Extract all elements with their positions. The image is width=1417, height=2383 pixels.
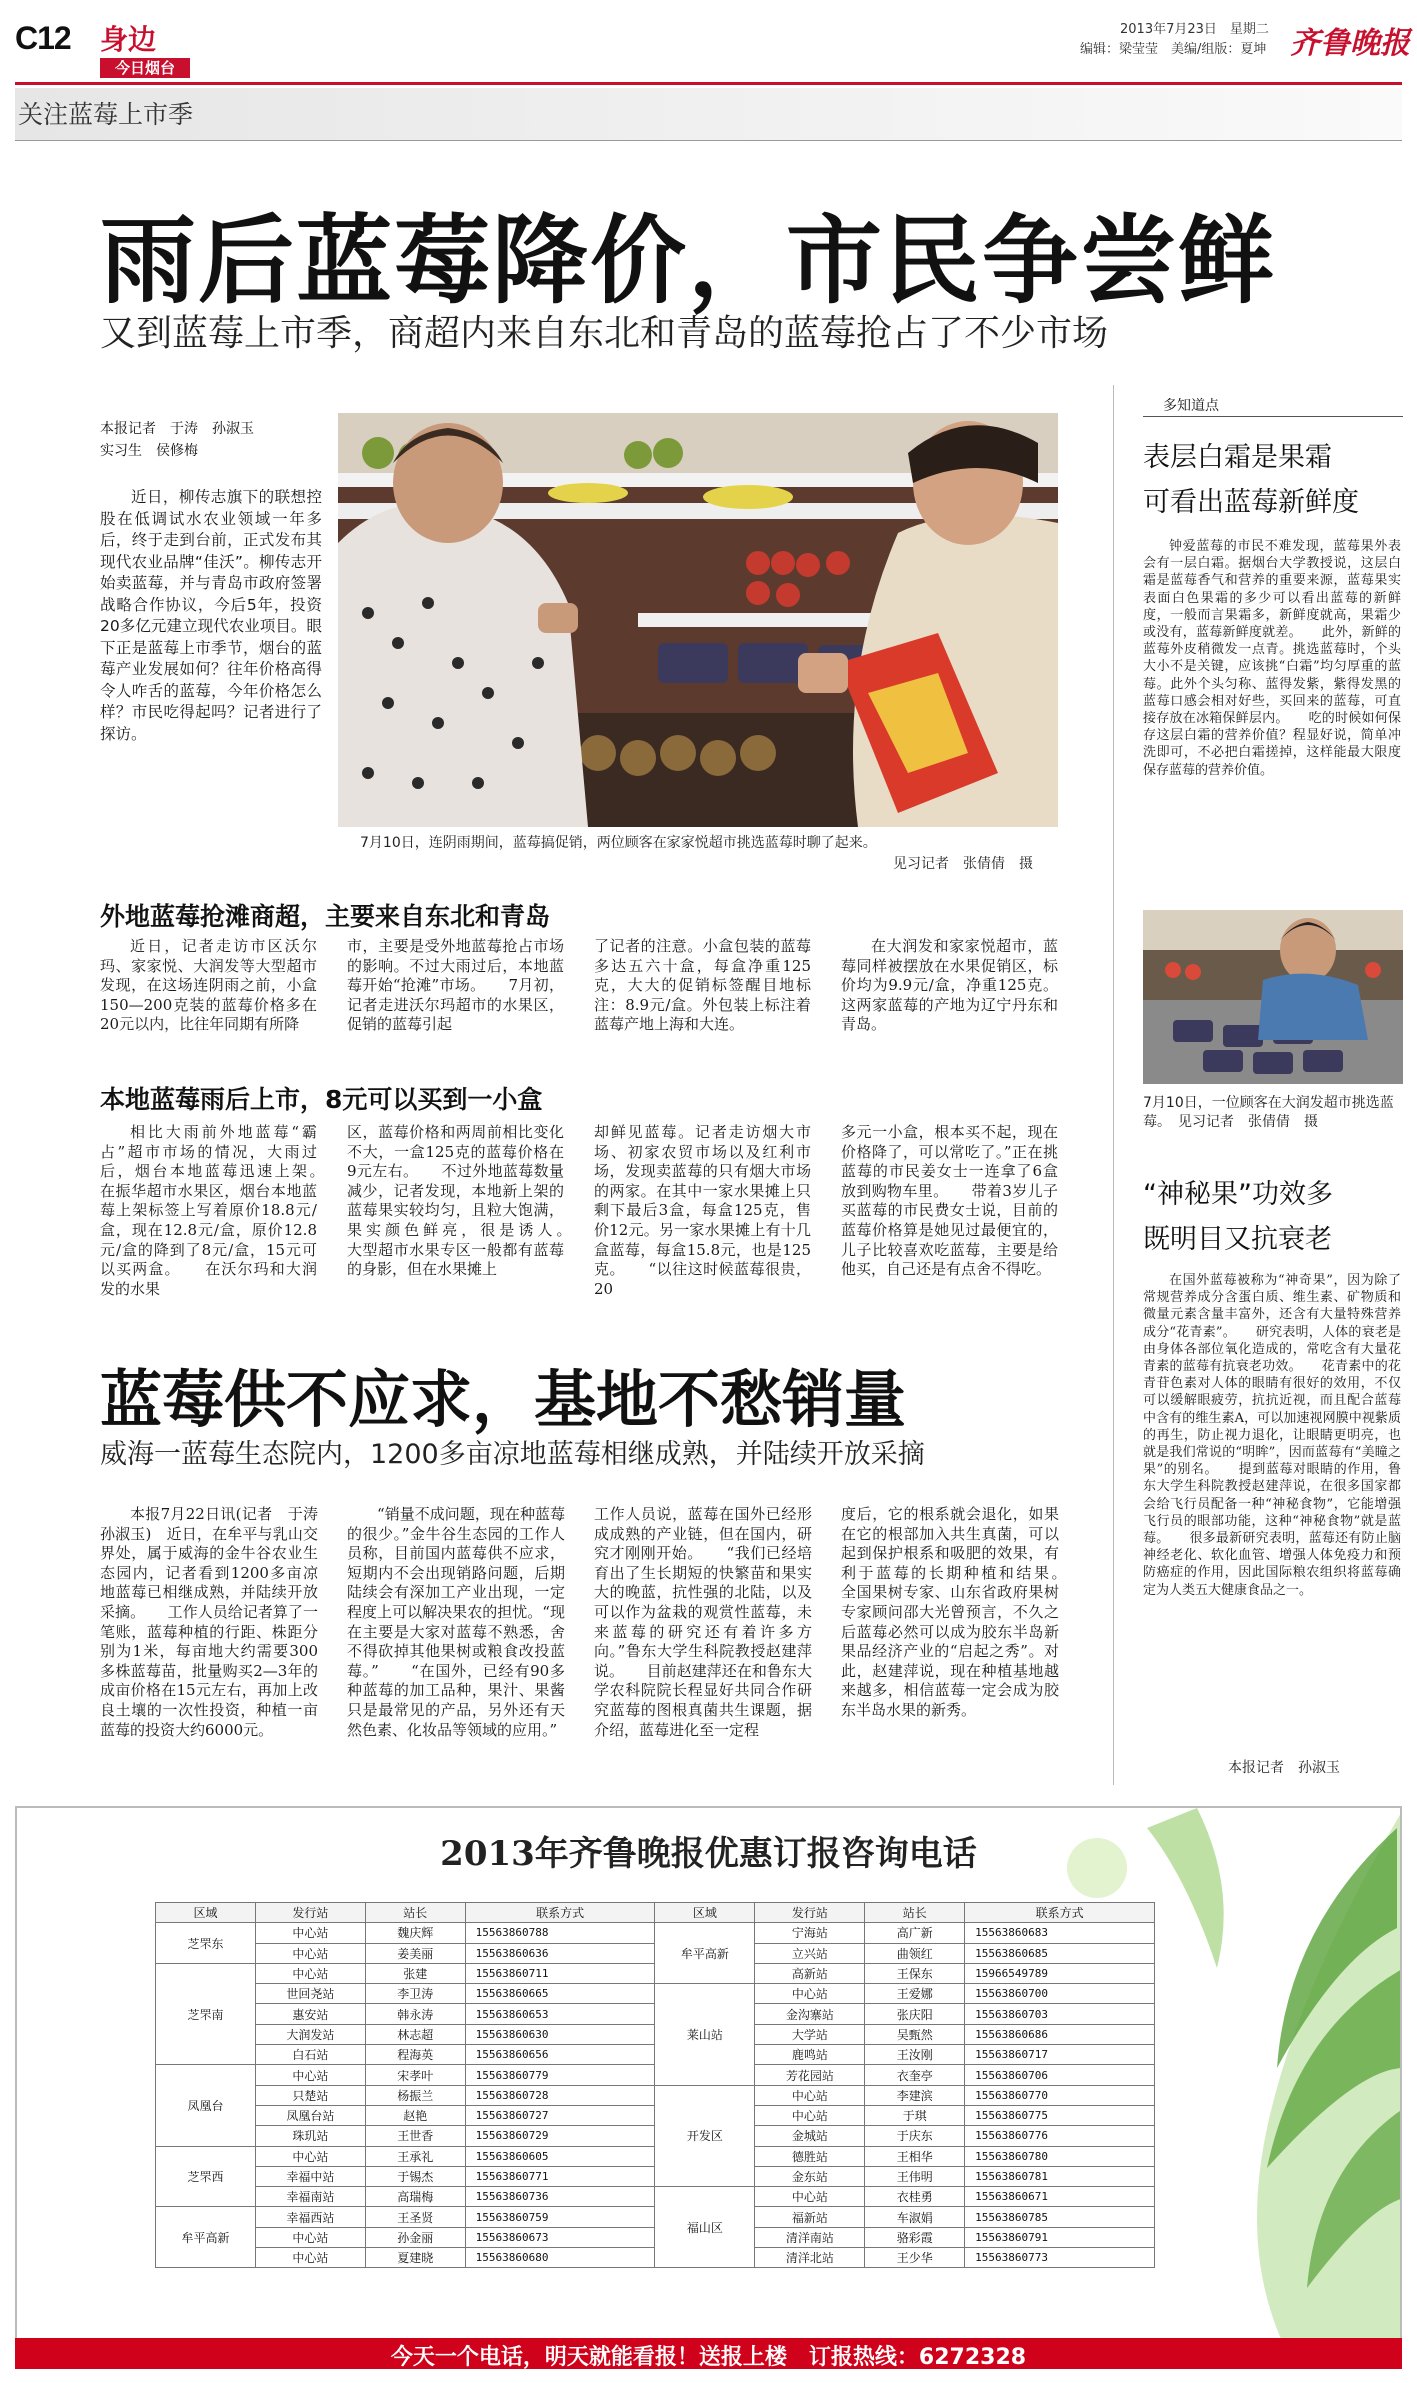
topic-label: 关注蓝莓上市季 xyxy=(18,100,194,129)
station-cell: 幸福南站 xyxy=(255,2187,365,2207)
editors-line: 编辑：梁莹莹 美编/组版：夏坤 xyxy=(1080,42,1267,57)
sec1-col-2: 市，主要是受外地蓝莓抢占市场的影响。不过大雨过后，本地蓝莓开始“抢滩”市场。 7月初，记者走进沃尔玛超市的水果区，促销的蓝莓引起 xyxy=(347,937,564,1034)
sidebar2-byline: 本报记者 孙淑玉 xyxy=(1228,1760,1340,1776)
phone-cell: 15563860770 xyxy=(965,2085,1155,2105)
sidebar2-title-1: “神秘果”功效多 xyxy=(1143,1179,1333,1210)
station-cell: 立兴站 xyxy=(755,1943,865,1963)
topic-banner xyxy=(15,88,1402,140)
manager-cell: 姜美丽 xyxy=(365,1943,465,1963)
sidebar-divider xyxy=(1113,385,1114,1785)
station-cell: 大润发站 xyxy=(255,2024,365,2044)
manager-cell: 赵艳 xyxy=(365,2105,465,2125)
district-cell: 芝罘东 xyxy=(156,1923,256,1964)
phone-cell: 15966549789 xyxy=(965,1963,1155,1983)
table-row xyxy=(156,2085,1155,2105)
sidebar-photo-caption: 7月10日，一位顾客在大润发超市挑选蓝莓。 见习记者 张倩倩 摄 xyxy=(1143,1095,1394,1130)
col-header: 站长 xyxy=(365,1903,465,1923)
manager-cell: 孙金丽 xyxy=(365,2227,465,2247)
manager-cell: 高广新 xyxy=(865,1923,965,1943)
sidebar-tag-text: 多知道点 xyxy=(1163,398,1219,414)
manager-cell: 曲领红 xyxy=(865,1943,965,1963)
story2-col-4: 度后，它的根系就会退化，如果在它的根部加入共生真菌，可以起到保护根系和吸肥的效果，有利于蓝莓的长期种植和结果。 全国果树专家、山东省政府果树专家顾问邵大光曾预言，不久之后蓝莓必然可以成为胶东半岛新果品经济产业的“启起之秀”。对此，赵建萍说，现在种植基地越来越多，相信蓝莓一定会成为胶东半岛水果的新秀。 xyxy=(841,1505,1090,1719)
district-cell: 凤凰台 xyxy=(156,2065,256,2146)
station-cell: 清洋南站 xyxy=(755,2227,865,2247)
date-text: 2013年7月23日 xyxy=(1120,22,1217,37)
sidebar2-body: 在国外蓝莓被称为“神奇果”，因为除了常规营养成分含蛋白质、维生素、矿物质和微量元素含量丰富外，还含有大量特殊营养成分“花青素”。 研究表明，人体的衰老是由身体各部位氧化造成的，常吃含有大量花青素的蓝莓有抗衰老功效。 花青素中的花青苷色素对人体的眼睛有很好的效用，不仅可以缓解眼疲劳，抗抗近视，而且配合蓝莓中含有的维生素A，可以加速视网膜中视紫质的再生，防止视力退化，让眼睛更明亮，也就是我们常说的“明眸”，因而蓝莓有“美瞳之果”的别名。 提到蓝莓对眼睛的作用，鲁东大学生科院教授赵建萍说，在很多国家都会给飞行员配备一种“神秘食物”，它能增强飞行员的眼部功能，这种“神秘食物”就是蓝莓。 很多最新研究表明，蓝莓还有防止脑神经老化、软化血管、增强人体免疫力和预防癌症的作用，因此国际粮农组织将蓝莓确定为人类五大健康食品之一。 xyxy=(1143,1273,1401,1598)
manager-cell: 韩永涛 xyxy=(365,2004,465,2024)
manager-cell: 王世香 xyxy=(365,2126,465,2146)
phone-cell: 15563860791 xyxy=(965,2227,1155,2247)
phone-cell: 15563860685 xyxy=(965,1943,1155,1963)
station-cell: 中心站 xyxy=(255,1963,365,1983)
station-cell: 中心站 xyxy=(255,1943,365,1963)
manager-cell: 魏庆辉 xyxy=(365,1923,465,1943)
section-name: 身边 xyxy=(100,23,157,56)
phone-cell: 15563860771 xyxy=(465,2166,655,2186)
station-cell: 清洋北站 xyxy=(755,2248,865,2268)
sec1-col-3: 了记者的注意。小盒包装的蓝莓多达五六十盒，每盒净重125克，大大的促销标签醒目地标注：8.9元/盒。外包装上标注着蓝莓产地上海和大连。 xyxy=(594,937,811,1034)
station-cell: 宁海站 xyxy=(755,1923,865,1943)
phone-cell: 15563860636 xyxy=(465,1943,655,1963)
station-cell: 中心站 xyxy=(255,2065,365,2085)
district-cell: 牟平高新 xyxy=(655,1923,755,1984)
section-heading-1: 外地蓝莓抢滩商超，主要来自东北和青岛 xyxy=(100,902,551,931)
station-cell: 中心站 xyxy=(255,2248,365,2268)
table-header xyxy=(156,1903,1155,1923)
subscription-table xyxy=(155,1902,1155,2268)
district-cell: 开发区 xyxy=(655,2085,755,2186)
manager-cell: 林志超 xyxy=(365,2024,465,2044)
sidebar1-title-2: 可看出蓝莓新鲜度 xyxy=(1143,487,1359,518)
station-cell: 金东站 xyxy=(755,2166,865,2186)
sidebar-tag xyxy=(1143,395,1403,417)
phone-cell: 15563860671 xyxy=(965,2187,1155,2207)
hotline-text: 今天一个电话，明天就能看报！送报上楼 订报热线：6272328 xyxy=(390,2345,1027,2370)
station-cell: 中心站 xyxy=(255,2146,365,2166)
story2-col-3: 工作人员说，蓝莓在国外已经形成成熟的产业链，但在国内，研究才刚刚开始。 “我们已经培育出了生长期短的快繁苗和果实大的晚蓝，抗性强的北陆，以及可以作为盆栽的观赏性蓝莓，未来蓝莓的研究还有着许多方向。”鲁东大学生科院教授赵建萍说。 目前赵建萍还在和鲁东大学农科院院长程显好共同合作研究蓝莓的图根真菌共生课题，据介绍，蓝莓进化至一定程 xyxy=(594,1505,812,1739)
manager-cell: 张庆阳 xyxy=(865,2004,965,2024)
paper-logo: 齐鲁晚报 xyxy=(1290,26,1410,61)
section-heading-2: 本地蓝莓雨后上市，8元可以买到一小盒 xyxy=(100,1085,543,1114)
manager-cell: 衣奎亭 xyxy=(865,2065,965,2085)
station-cell: 中心站 xyxy=(755,2105,865,2125)
station-cell: 中心站 xyxy=(755,1984,865,2004)
manager-cell: 衣桂勇 xyxy=(865,2187,965,2207)
station-cell: 中心站 xyxy=(255,1923,365,1943)
manager-cell: 夏建晓 xyxy=(365,2248,465,2268)
col-header: 区域 xyxy=(156,1903,256,1923)
manager-cell: 王少华 xyxy=(865,2248,965,2268)
district-cell: 福山区 xyxy=(655,2187,755,2268)
col-header: 发行站 xyxy=(755,1903,865,1923)
phone-cell: 15563860773 xyxy=(965,2248,1155,2268)
district-cell: 莱山站 xyxy=(655,1984,755,2085)
sidebar1-title-1: 表层白霜是果霜 xyxy=(1143,442,1332,473)
byline-1 xyxy=(100,418,254,462)
phone-cell: 15563860728 xyxy=(465,2085,655,2105)
headline-2: 蓝莓供不应求，基地不愁销量 xyxy=(100,1363,907,1436)
page-number: C12 xyxy=(15,20,71,56)
manager-cell: 王伟明 xyxy=(865,2166,965,2186)
station-cell: 世回尧站 xyxy=(255,1984,365,2004)
district-cell: 牟平高新 xyxy=(156,2207,256,2268)
phone-cell: 15563860680 xyxy=(465,2248,655,2268)
station-cell: 幸福西站 xyxy=(255,2207,365,2227)
masthead-rule xyxy=(15,82,1402,85)
byline-reporters: 本报记者 于涛 孙淑玉 xyxy=(100,421,254,437)
manager-cell: 宋孝叶 xyxy=(365,2065,465,2085)
subsection-label: 今日烟台 xyxy=(100,58,190,78)
manager-cell: 杨振兰 xyxy=(365,2085,465,2105)
phone-cell: 15563860717 xyxy=(965,2045,1155,2065)
station-cell: 金沟寨站 xyxy=(755,2004,865,2024)
manager-cell: 吴甄然 xyxy=(865,2024,965,2044)
phone-cell: 15563860673 xyxy=(465,2227,655,2247)
subhead-1: 又到蓝莓上市季，商超内来自东北和青岛的蓝莓抢占了不少市场 xyxy=(100,313,1109,354)
station-cell: 凤凰台站 xyxy=(255,2105,365,2125)
sec2-col-4: 多元一小盒，根本买不起，现在价格降了，可以常吃了。”正在挑蓝莓的市民姜女士一连拿了6盒放到购物车里。 带着3岁儿子买蓝莓的市民费女士说，目前的蓝莓价格算是她见过最便宜的，儿子比较喜欢吃蓝莓，主要是给他买，自己还是有点舍不得吃。 xyxy=(841,1123,1058,1279)
photo-caption: 7月10日，连阴雨期间，蓝莓搞促销，两位顾客在家家悦超市挑选蓝莓时聊了起来。 xyxy=(360,835,877,851)
station-cell: 惠安站 xyxy=(255,2004,365,2024)
market-photo xyxy=(338,413,1058,827)
manager-cell: 张建 xyxy=(365,1963,465,1983)
manager-cell: 车淑娟 xyxy=(865,2207,965,2227)
manager-cell: 骆彩霞 xyxy=(865,2227,965,2247)
manager-cell: 李卫涛 xyxy=(365,1984,465,2004)
station-cell: 中心站 xyxy=(255,2227,365,2247)
station-cell: 德胜站 xyxy=(755,2146,865,2166)
station-cell: 只楚站 xyxy=(255,2085,365,2105)
col-header: 联系方式 xyxy=(965,1903,1155,1923)
ad-title: 2013年齐鲁晚报优惠订报咨询电话 xyxy=(440,1834,977,1874)
district-cell: 芝罘南 xyxy=(156,1963,256,2064)
issue-date xyxy=(1120,18,1269,37)
story2-col-2: “销量不成问题，现在种蓝莓的很少。”金牛谷生态园的工作人员称，目前国内蓝莓供不应求，短期内不会出现销路问题，后期陆续会有深加工产业出现，一定程度上可以解决果农的担忧。“现在主要是大家对蓝莓不熟悉，舍不得砍掉其他果树或粮食改投蓝莓。” “在国外，已经有90多种蓝莓的加工品种，果汁、果酱只是最常见的产品，另外还有天然色素、化妆品等领域的应用。” xyxy=(347,1505,565,1739)
phone-cell: 15563860776 xyxy=(965,2126,1155,2146)
table-row xyxy=(156,2187,1155,2207)
photo-credit: 见习记者 张倩倩 摄 xyxy=(893,856,1033,872)
manager-cell: 程海英 xyxy=(365,2045,465,2065)
phone-cell: 15563860703 xyxy=(965,2004,1155,2024)
station-cell: 中心站 xyxy=(755,2085,865,2105)
phone-cell: 15563860700 xyxy=(965,1984,1155,2004)
manager-cell: 于庆东 xyxy=(865,2126,965,2146)
story2-col-1: 本报7月22日讯(记者 于涛 孙淑玉) 近日，在牟平与乳山交界处，属于威海的金牛谷农业生态园内，记者看到1200多亩凉地蓝莓已相继成熟，并陆续开放采摘。 工作人员给记者算了一笔账，蓝莓种植的行距、株距分别为1米，每亩地大约需要300多株蓝莓苗，批量购买2—3年的成亩价格在15元左右，再加上改良土壤的一次性投资，种植一亩蓝莓的投资大约6000元。 xyxy=(100,1505,334,1739)
weekday-text: 星期二 xyxy=(1229,22,1269,37)
phone-cell: 15563860788 xyxy=(465,1923,655,1943)
station-cell: 金城站 xyxy=(755,2126,865,2146)
phone-cell: 15563860759 xyxy=(465,2207,655,2227)
station-cell: 中心站 xyxy=(755,2187,865,2207)
lead-paragraph: 近日，柳传志旗下的联想控股在低调试水农业领域一年多后，终于走到台前，正式发布其现代农业品牌“佳沃”。柳传志开始卖蓝莓，并与青岛市政府签署战略合作协议，今后5年，投资20多亿元建立现代农业项目。眼下正是蓝莓上市季节，烟台的蓝莓产业发展如何？往年价格高得令人咋舌的蓝莓，今年价格怎么样？市民吃得起吗？记者进行了探访。 xyxy=(100,488,322,743)
manager-cell: 王承礼 xyxy=(365,2146,465,2166)
phone-cell: 15563860711 xyxy=(465,1963,655,1983)
col-header: 联系方式 xyxy=(465,1903,655,1923)
col-header: 区域 xyxy=(655,1903,755,1923)
station-cell: 芳花园站 xyxy=(755,2065,865,2085)
table-row xyxy=(156,1984,1155,2004)
manager-cell: 高瑞梅 xyxy=(365,2187,465,2207)
manager-cell: 李建滨 xyxy=(865,2085,965,2105)
phone-cell: 15563860605 xyxy=(465,2146,655,2166)
station-cell: 高新站 xyxy=(755,1963,865,1983)
sec2-col-2: 区，蓝莓价格和两周前相比变化不大，一盒125克的蓝莓价格在9元左右。 不过外地蓝莓数量减少，记者发现，本地新上架的蓝莓果实较均匀，且粒大饱满，果实颜色鲜亮，很是诱人。 大型超市水果专区一般都有蓝莓的身影，但在水果摊上 xyxy=(347,1123,595,1279)
phone-cell: 15563860781 xyxy=(965,2166,1155,2186)
phone-cell: 15563860683 xyxy=(965,1923,1155,1943)
phone-cell: 15563860686 xyxy=(965,2024,1155,2044)
manager-cell: 于锡杰 xyxy=(365,2166,465,2186)
subhead-2: 威海一蓝莓生态院内，1200多亩凉地蓝莓相继成熟，并陆续开放采摘 xyxy=(100,1439,925,1470)
byline-intern: 实习生 侯修梅 xyxy=(100,443,198,459)
phone-cell: 15563860779 xyxy=(465,2065,655,2085)
topic-rule xyxy=(15,140,1402,141)
manager-cell: 王相华 xyxy=(865,2146,965,2166)
sidebar2-title-2: 既明目又抗衰老 xyxy=(1143,1224,1332,1255)
phone-cell: 15563860729 xyxy=(465,2126,655,2146)
station-cell: 幸福中站 xyxy=(255,2166,365,2186)
phone-cell: 15563860656 xyxy=(465,2045,655,2065)
sec1-col-1: 近日，记者走访市区沃尔玛、家家悦、大润发等大型超市发现，在这场连阴雨之前，小盒150—200克装的蓝莓价格多在20元以内，比往年同期有所降 xyxy=(100,937,317,1034)
phone-cell: 15563860706 xyxy=(965,2065,1155,2085)
col-header: 站长 xyxy=(865,1903,965,1923)
station-cell: 珠玑站 xyxy=(255,2126,365,2146)
station-cell: 鹿鸣站 xyxy=(755,2045,865,2065)
manager-cell: 王保东 xyxy=(865,1963,965,1983)
manager-cell: 王爱娜 xyxy=(865,1984,965,2004)
headline-1: 雨后蓝莓降价，市民争尝鲜 xyxy=(100,205,1276,317)
manager-cell: 王汝刚 xyxy=(865,2045,965,2065)
phone-cell: 15563860780 xyxy=(965,2146,1155,2166)
manager-cell: 王圣贤 xyxy=(365,2207,465,2227)
phone-cell: 15563860727 xyxy=(465,2105,655,2125)
phone-cell: 15563860785 xyxy=(965,2207,1155,2227)
sec2-col-3: 却鲜见蓝莓。记者走访烟大市场、初家农贸市场以及红利市场，发现卖蓝莓的只有烟大市场的两家。在其中一家水果摊上只剩下最后3盒，每盒125克，售价12元。另一家水果摊上有十几盒蓝莓，每盒15.8元，也是125克。 “以往这时候蓝莓很贵，20 xyxy=(594,1123,811,1298)
sec1-col-4: 在大润发和家家悦超市，蓝莓同样被摆放在水果促销区，标价均为9.9元/盒，净重125克。这两家蓝莓的产地为辽宁丹东和青岛。 xyxy=(841,937,1058,1034)
station-cell: 大学站 xyxy=(755,2024,865,2044)
district-cell: 芝罘西 xyxy=(156,2146,256,2207)
manager-cell: 于琪 xyxy=(865,2105,965,2125)
sidebar-photo xyxy=(1143,910,1403,1084)
sidebar1-body: 钟爱蓝莓的市民不难发现，蓝莓果外表会有一层白霜。据烟台大学教授说，这层白霜是蓝莓香气和营养的重要来源，蓝莓果实表面白色果霜的多少可以看出蓝莓的新鲜度，一般而言果霜多，新鲜度就高，果霜少或没有，蓝莓新鲜度就差。 此外，新鲜的蓝莓外皮稍微发一点青。挑选蓝莓时，个头大小不是关键，应该挑“白霜”均匀厚重的蓝莓。此外个头匀称、蓝得发紫，紫得发黑的蓝莓口感会相对好些，买回来的蓝莓，可直接存放在冰箱保鲜层内。 吃的时候如何保存这层白霜的营养价值？程显好说，简单冲洗即可，不必把白霜搓掉，这样能最大限度保存蓝莓的营养价值。 xyxy=(1143,539,1401,778)
station-cell: 福新站 xyxy=(755,2207,865,2227)
phone-cell: 15563860775 xyxy=(965,2105,1155,2125)
table-row xyxy=(156,1923,1155,1943)
col-header: 发行站 xyxy=(255,1903,365,1923)
phone-cell: 15563860665 xyxy=(465,1984,655,2004)
sec2-col-1: 相比大雨前外地蓝莓“霸占”超市市场的情况，大雨过后，烟台本地蓝莓迅速上架。 在振华超市水果区，烟台本地蓝莓上架标签上写着原价18.8元/盒，现在12.8元/盒，原价12.8元/盒的降到了8元/盒，15元可以买两盒。 在沃尔玛和大润发的水果 xyxy=(100,1123,348,1298)
station-cell: 白石站 xyxy=(255,2045,365,2065)
phone-cell: 15563860653 xyxy=(465,2004,655,2024)
phone-cell: 15563860736 xyxy=(465,2187,655,2207)
phone-cell: 15563860630 xyxy=(465,2024,655,2044)
